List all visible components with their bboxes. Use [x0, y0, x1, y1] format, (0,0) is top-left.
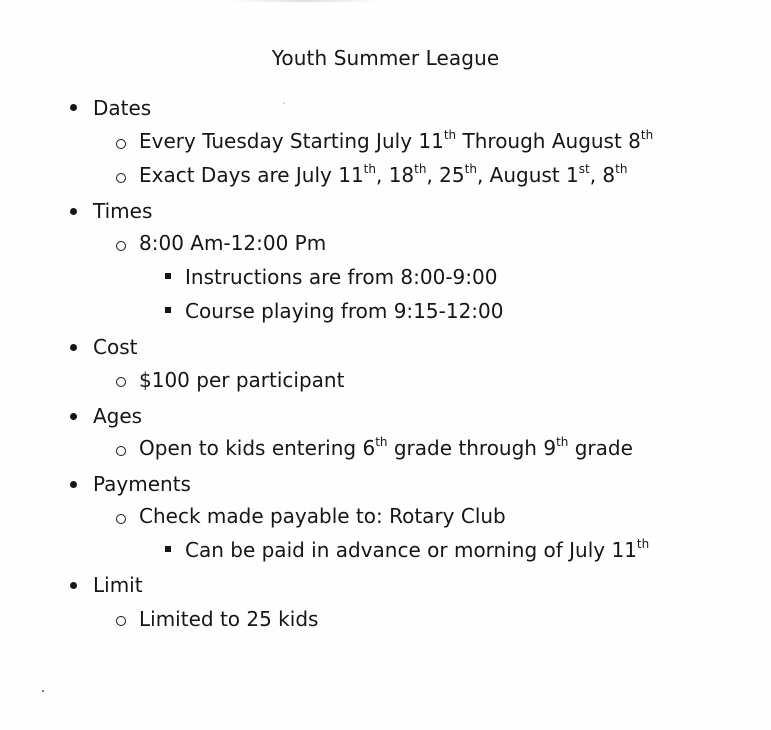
bullet-circle-icon	[116, 446, 126, 456]
bullet-circle-icon	[116, 616, 126, 626]
bullet-circle-icon	[116, 139, 126, 149]
section-heading-limit: Limit	[93, 573, 143, 597]
list-item-exact-days: Exact Days are July 11th, 18th, 25th, August 1st, 8th	[139, 162, 628, 187]
bullet-circle-icon	[116, 377, 126, 387]
sub-item-instructions: Instructions are from 8:00-9:00	[185, 265, 498, 289]
section-heading-cost: Cost	[93, 335, 138, 359]
section-heading-payments: Payments	[93, 472, 191, 496]
text-segment: Every Tuesday Starting July 11	[139, 129, 444, 153]
section-heading-dates: Dates	[93, 96, 152, 120]
section-heading-times: Times	[93, 199, 153, 223]
bullet-circle-icon	[116, 514, 126, 524]
sub-item-course-playing: Course playing from 9:15-12:00	[185, 299, 504, 323]
bullet-dot-icon	[70, 208, 77, 215]
sub-item-paid-advance: Can be paid in advance or morning of July 11th	[185, 537, 650, 562]
list-item-cost: $100 per participant	[139, 368, 345, 392]
list-item-ages: Open to kids entering 6th grade through 9th grade	[139, 435, 633, 460]
bullet-dot-icon	[70, 413, 77, 420]
list-item-limit: Limited to 25 kids	[139, 607, 319, 631]
bullet-circle-icon	[116, 173, 126, 183]
document-title: Youth Summer League	[271, 46, 500, 70]
section-heading-ages: Ages	[93, 404, 143, 428]
bullet-dot-icon	[70, 582, 77, 589]
bullet-square-icon	[165, 273, 171, 279]
bullet-square-icon	[165, 546, 171, 552]
bullet-dot-icon	[70, 104, 77, 111]
list-item-check-payable: Check made payable to: Rotary Club	[139, 504, 506, 528]
list-item-time-range: 8:00 Am-12:00 Pm	[139, 231, 327, 255]
bullet-dot-icon	[70, 344, 77, 351]
list-item-dates-range: Every Tuesday Starting July 11th Through August 8th	[139, 128, 654, 153]
bullet-dot-icon	[70, 481, 77, 488]
scan-shadow	[230, 0, 380, 2]
bullet-circle-icon	[116, 241, 126, 251]
scan-speck	[283, 102, 285, 104]
scan-speck	[42, 690, 44, 692]
bullet-square-icon	[165, 307, 171, 313]
